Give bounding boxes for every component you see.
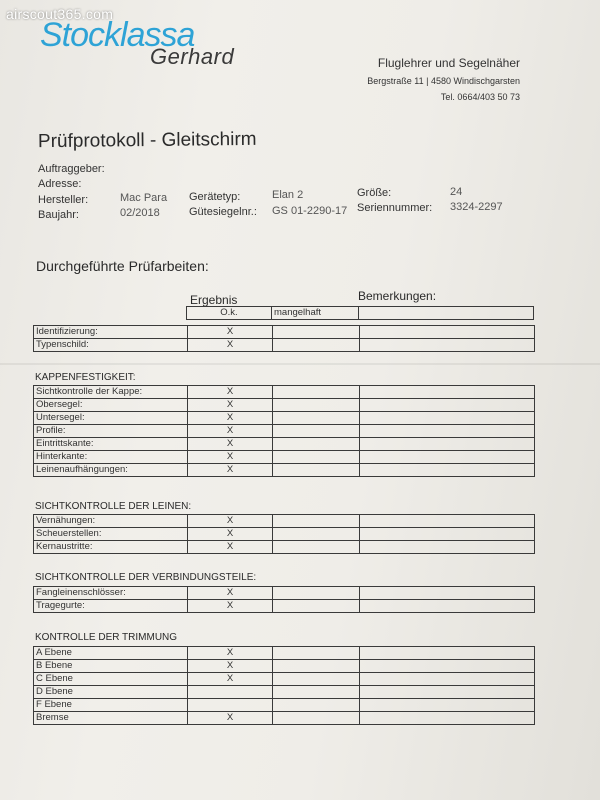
check-ok-mark: X [188, 600, 273, 613]
check-ok-mark: X [188, 386, 273, 399]
auftraggeber-label: Auftraggeber: [38, 163, 105, 175]
check-ok-mark: X [188, 541, 273, 554]
check-remarks-cell [360, 412, 535, 425]
geraetetyp-value: Elan 2 [272, 189, 304, 201]
check-defect-cell [273, 673, 360, 686]
paper-fold [0, 363, 600, 365]
defect-column-header: mangelhaft [272, 307, 359, 320]
check-label: B Ebene [34, 660, 188, 673]
check-row [34, 541, 535, 554]
geraetetyp-label: Gerätetyp: [189, 191, 241, 203]
check-defect-cell [273, 412, 360, 425]
check-defect-cell [273, 515, 360, 528]
hersteller-label: Hersteller: [38, 194, 89, 206]
company-address: Bergstraße 11 | 4580 Windischgarsten [367, 76, 520, 86]
company-logo [40, 16, 235, 69]
check-defect-cell [273, 541, 360, 554]
check-ok-mark [188, 699, 273, 712]
check-defect-cell [273, 686, 360, 699]
check-ok-mark: X [188, 339, 273, 352]
check-label: Sichtkontrolle der Kappe: [34, 386, 188, 399]
check-row [34, 464, 535, 477]
check-defect-cell [273, 326, 360, 339]
company-phone: Tel. 0664/403 50 73 [440, 92, 520, 102]
connectors-checks-table [33, 586, 535, 613]
check-label: A Ebene [34, 647, 188, 660]
check-remarks-cell [360, 451, 535, 464]
check-row [34, 412, 535, 425]
check-row [34, 386, 535, 399]
check-label: C Ebene [34, 673, 188, 686]
check-remarks-cell [360, 541, 535, 554]
check-remarks-cell [360, 528, 535, 541]
check-ok-mark: X [188, 660, 273, 673]
check-label: Vernähungen: [34, 515, 188, 528]
check-row [34, 647, 535, 660]
serien-label: Seriennummer: [357, 202, 433, 214]
document-title: Prüfprotokoll - Gleitschirm [37, 128, 257, 153]
check-row [34, 451, 535, 464]
check-row [34, 600, 535, 613]
trim-checks-table [33, 646, 535, 725]
check-remarks-cell [360, 712, 535, 725]
check-label: Bremse [34, 712, 188, 725]
check-remarks-cell [360, 339, 535, 352]
check-defect-cell [273, 425, 360, 438]
groesse-value: 24 [450, 186, 463, 198]
check-label: D Ebene [34, 686, 188, 699]
lines-checks-table [33, 514, 535, 554]
check-remarks-cell [360, 515, 535, 528]
check-label: Obersegel: [34, 399, 188, 412]
check-defect-cell [273, 528, 360, 541]
check-label: Hinterkante: [34, 451, 188, 464]
trim-section-title: KONTROLLE DER TRIMMUNG [35, 632, 178, 643]
check-defect-cell [273, 399, 360, 412]
check-defect-cell [273, 451, 360, 464]
check-row [34, 712, 535, 725]
check-remarks-cell [360, 600, 535, 613]
check-remarks-cell [360, 673, 535, 686]
check-row [34, 587, 535, 600]
check-label: Fangleinenschlösser: [34, 587, 188, 600]
check-defect-cell [273, 600, 360, 613]
check-defect-cell [273, 647, 360, 660]
hersteller-value: Mac Para [120, 192, 168, 204]
check-row [34, 339, 535, 352]
check-remarks-cell [360, 438, 535, 451]
logo-line-1: Stocklassa [40, 16, 195, 54]
check-defect-cell [273, 438, 360, 451]
check-ok-mark: X [188, 399, 273, 412]
check-remarks-cell [360, 660, 535, 673]
check-row [34, 399, 535, 412]
check-row [34, 425, 535, 438]
check-row [34, 673, 535, 686]
check-row [34, 528, 535, 541]
check-ok-mark: X [188, 451, 273, 464]
check-remarks-cell [360, 464, 535, 477]
check-label: Identifizierung: [34, 326, 188, 339]
check-defect-cell [273, 712, 360, 725]
watermark-text: airscout365.com [6, 6, 114, 22]
adresse-label: Adresse: [38, 178, 82, 190]
check-defect-cell [273, 699, 360, 712]
check-ok-mark: X [188, 515, 273, 528]
guetesiegel-label: Gütesiegelnr.: [189, 206, 257, 218]
check-defect-cell [273, 587, 360, 600]
company-header [367, 56, 520, 102]
serien-value: 3324-2297 [450, 201, 503, 213]
lines-section-title: SICHTKONTROLLE DER LEINEN: [35, 501, 192, 512]
check-ok-mark: X [188, 587, 273, 600]
check-ok-mark: X [188, 326, 273, 339]
check-remarks-cell [360, 399, 535, 412]
check-remarks-cell [360, 699, 535, 712]
canopy-checks-table [33, 385, 535, 477]
result-subheader-table [186, 306, 534, 320]
check-ok-mark: X [188, 528, 273, 541]
check-ok-mark: X [188, 647, 273, 660]
checks-heading: Durchgeführte Prüfarbeiten: [36, 258, 209, 274]
check-label: Untersegel: [34, 412, 188, 425]
remarks-column-header: Bemerkungen: [358, 289, 437, 303]
check-ok-mark: X [188, 425, 273, 438]
check-ok-mark: X [188, 673, 273, 686]
check-row [34, 326, 535, 339]
baujahr-label: Baujahr: [38, 209, 79, 221]
check-ok-mark: X [188, 412, 273, 425]
check-remarks-cell [360, 326, 535, 339]
check-remarks-cell [360, 386, 535, 399]
check-label: Scheuerstellen: [34, 528, 188, 541]
check-remarks-cell [360, 647, 535, 660]
groesse-label: Größe: [357, 187, 392, 199]
check-remarks-cell [360, 686, 535, 699]
check-remarks-cell [360, 425, 535, 438]
check-label: Tragegurte: [34, 600, 188, 613]
check-defect-cell [273, 386, 360, 399]
check-row [34, 438, 535, 451]
check-label: F Ebene [34, 699, 188, 712]
check-ok-mark: X [188, 464, 273, 477]
check-label: Kernaustritte: [34, 541, 188, 554]
check-defect-cell [273, 339, 360, 352]
check-ok-mark [188, 686, 273, 699]
baujahr-value: 02/2018 [120, 207, 160, 219]
check-label: Profile: [34, 425, 188, 438]
check-row [34, 660, 535, 673]
logo-line-2: Gerhard [150, 44, 235, 69]
ok-column-header: O.k. [187, 307, 272, 320]
guetesiegel-value: GS 01-2290-17 [272, 205, 348, 217]
check-remarks-cell [360, 587, 535, 600]
company-role: Fluglehrer und Segelnäher [377, 56, 520, 70]
check-label: Typenschild: [34, 339, 188, 352]
check-defect-cell [273, 464, 360, 477]
connectors-section-title: SICHTKONTROLLE DER VERBINDUNGSTEILE: [35, 572, 257, 583]
check-ok-mark: X [188, 712, 273, 725]
check-row [34, 686, 535, 699]
result-column-header: Ergebnis [190, 293, 238, 307]
general-checks-table [33, 325, 535, 352]
check-label: Eintrittskante: [34, 438, 188, 451]
check-ok-mark: X [188, 438, 273, 451]
canopy-section-title: KAPPENFESTIGKEIT: [35, 372, 136, 383]
check-row [34, 515, 535, 528]
check-defect-cell [273, 660, 360, 673]
check-row [34, 699, 535, 712]
check-label: Leinenaufhängungen: [34, 464, 188, 477]
